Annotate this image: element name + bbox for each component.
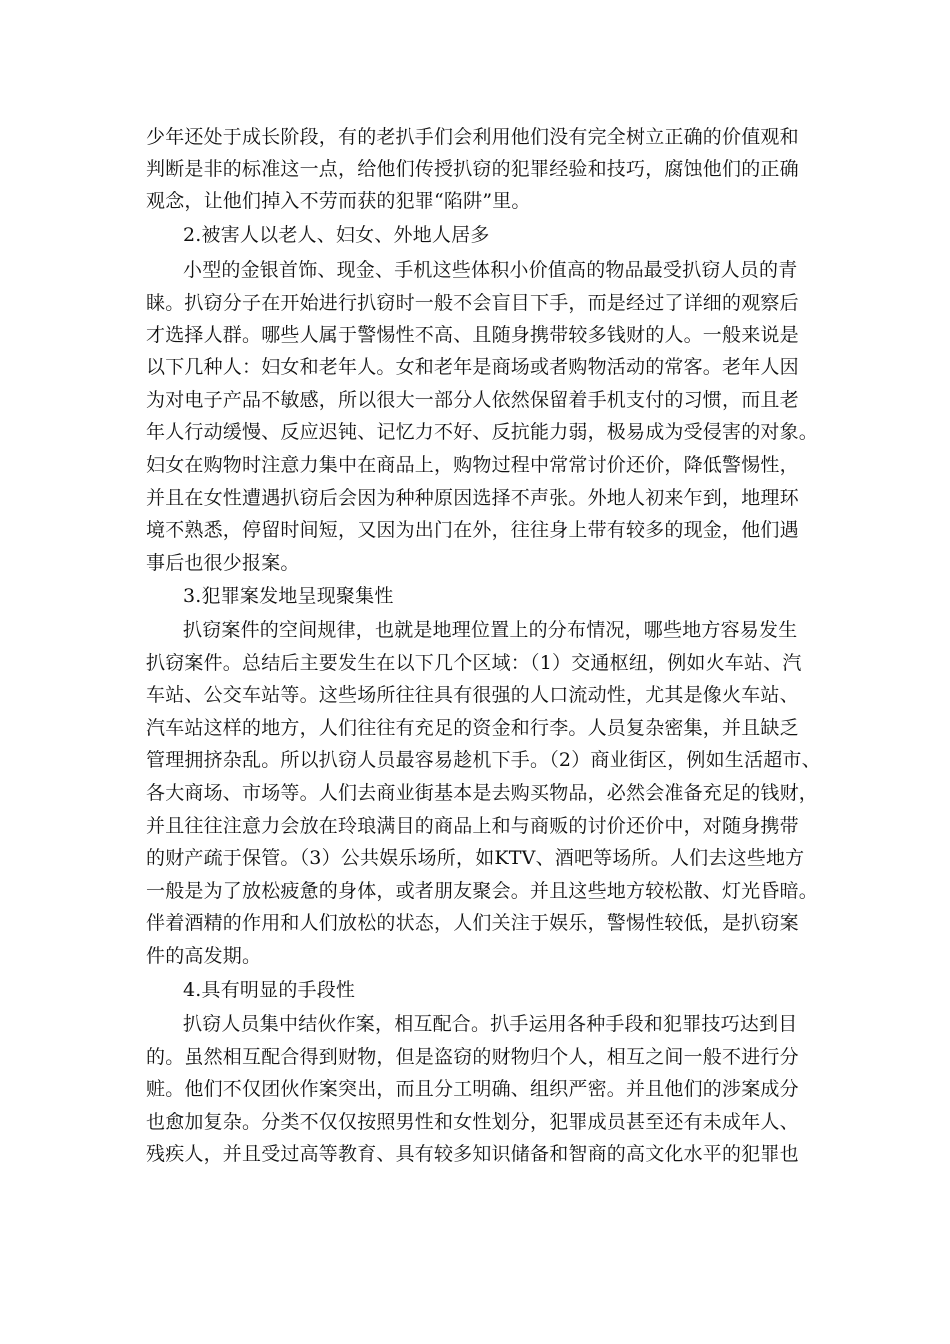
text-line: 赃。他们不仅团伙作案突出，而且分工明确、组织严密。并且他们的涉案成分 (146, 1078, 799, 1100)
text-line: 判断是非的标准这一点，给他们传授扒窃的犯罪经验和技巧，腐蚀他们的正确 (146, 158, 799, 180)
text-line: 车站、公交车站等。这些场所往往具有很强的人口流动性，尤其是像火车站、 (146, 684, 799, 706)
text-line: 妇女在购物时注意力集中在商品上，购物过程中常常讨价还价，降低警惕性， (146, 454, 799, 476)
text-line: 一般是为了放松疲惫的身体，或者朋友聚会。并且这些地方较松散、灯光昏暗。 (146, 880, 819, 902)
text-line: 少年还处于成长阶段，有的老扒手们会利用他们没有完全树立正确的价值观和 (146, 126, 799, 148)
text-line: 件的高发期。 (146, 945, 262, 967)
text-line: 汽车站这样的地方，人们往往有充足的资金和行李。人员复杂密集，并且缺乏 (146, 717, 799, 739)
text-line: 的。虽然相互配合得到财物，但是盗窃的财物归个人，相互之间一般不进行分 (146, 1046, 799, 1068)
text-line: 并且往往注意力会放在玲琅满目的商品上和与商贩的讨价还价中，对随身携带 (146, 815, 799, 837)
section-heading: 4.具有明显的手段性 (183, 979, 356, 1001)
paragraph-first-line: 扒窃人员集中结伙作案，相互配合。扒手运用各种手段和犯罪技巧达到目 (183, 1013, 798, 1035)
text-line: 才选择人群。哪些人属于警惕性不高、且随身携带较多钱财的人。一般来说是 (146, 324, 799, 346)
text-line: 睐。扒窃分子在开始进行扒窃时一般不会盲目下手，而是经过了详细的观察后 (146, 292, 799, 314)
text-line: 观念，让他们掉入不劳而获的犯罪“陷阱”里。 (146, 190, 531, 212)
text-line: 并且在女性遭遇扒窃后会因为种种原因选择不声张。外地人初来乍到，地理环 (146, 487, 799, 509)
text-line: 的财产疏于保管。（3）公共娱乐场所，如KTV、酒吧等场所。人们去这些地方 (146, 847, 805, 869)
text-line: 以下几种人：妇女和老年人。女和老年是商场或者购物活动的常客。老年人因 (146, 356, 799, 378)
text-line: 残疾人，并且受过高等教育、具有较多知识储备和智商的高文化水平的犯罪也 (146, 1143, 799, 1165)
paragraph-first-line: 小型的金银首饰、现金、手机这些体积小价值高的物品最受扒窃人员的青 (183, 259, 798, 281)
text-line: 为对电子产品不敏感，所以很大一部分人依然保留着手机支付的习惯，而且老 (146, 389, 799, 411)
text-line: 事后也很少报案。 (146, 552, 300, 574)
text-line: 也愈加复杂。分类不仅仅按照男性和女性划分，犯罪成员甚至还有未成年人、 (146, 1111, 799, 1133)
text-line: 境不熟悉，停留时间短，又因为出门在外，往往身上带有较多的现金，他们遇 (146, 519, 799, 541)
text-line: 年人行动缓慢、反应迟钝、记忆力不好、反抗能力弱，极易成为受侵害的对象。 (146, 421, 819, 443)
text-line: 管理拥挤杂乱。所以扒窃人员最容易趁机下手。（2）商业街区，例如生活超市、 (146, 749, 821, 771)
text-line: 扒窃案件。总结后主要发生在以下几个区域：（1）交通枢纽，例如火车站、汽 (146, 652, 802, 674)
text-line: 各大商场、市场等。人们去商业街基本是去购买物品，必然会准备充足的钱财， (146, 782, 819, 804)
section-heading: 3.犯罪案发地呈现聚集性 (183, 585, 394, 607)
section-heading: 2.被害人以老人、妇女、外地人居多 (183, 224, 490, 246)
paragraph-first-line: 扒窃案件的空间规律，也就是地理位置上的分布情况，哪些地方容易发生 (183, 619, 798, 641)
text-line: 伴着酒精的作用和人们放松的状态，人们关注于娱乐，警惕性较低，是扒窃案 (146, 912, 799, 934)
